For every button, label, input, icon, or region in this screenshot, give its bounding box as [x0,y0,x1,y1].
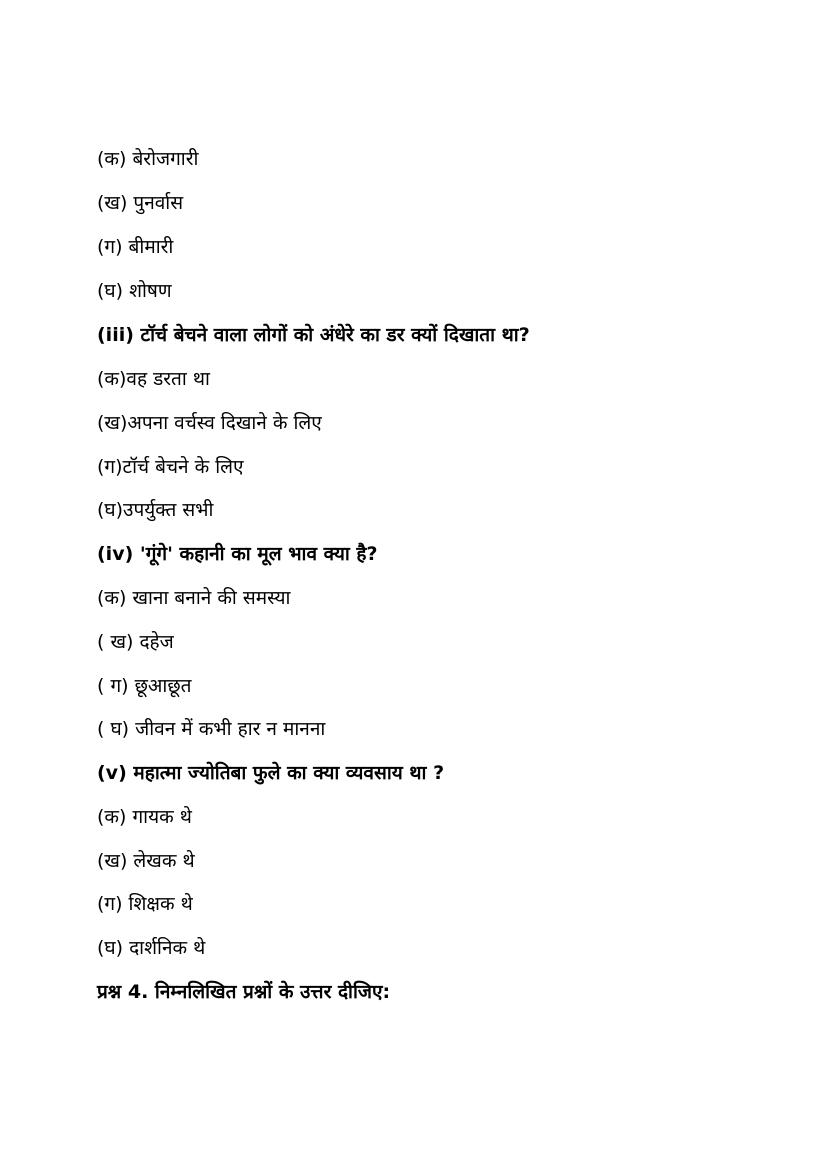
option-line: ( ख) दहेज [97,631,174,653]
option-line: (क) बेरोजगारी [97,148,199,170]
option-line: (ख) पुनर्वास [97,192,184,214]
option-line: (ख)अपना वर्चस्व दिखाने के लिए [97,412,322,434]
question-4: (iv) 'गूंगे' कहानी का मूल भाव क्या है? [97,543,378,565]
option-line: ( ग) छूआछूत [97,675,192,697]
question-3: (iii) टॉर्च बेचने वाला लोगों को अंधेरे का डर क्यों दिखाता था? [97,324,530,346]
option-line: ( घ) जीवन में कभी हार न मानना [97,718,326,740]
option-line: (ग)टॉर्च बेचने के लिए [97,456,244,478]
option-line: (घ) शोषण [97,280,172,302]
option-line: (ख) लेखक थे [97,850,195,872]
option-line: (क)वह डरता था [97,368,210,390]
option-line: (घ) दार्शनिक थे [97,937,206,959]
option-line: (ग) बीमारी [97,236,174,258]
option-line: (ग) शिक्षक थे [97,893,193,915]
option-line: (क) गायक थे [97,806,192,828]
option-line: (क) खाना बनाने की समस्या [97,587,291,609]
question-5: (v) महात्मा ज्योतिबा फुले का क्या व्यवसाय था ? [97,762,445,784]
section-heading: प्रश्न 4. निम्नलिखित प्रश्नों के उत्तर दीजिए: [97,981,391,1003]
option-line: (घ)उपर्युक्त सभी [97,499,214,521]
